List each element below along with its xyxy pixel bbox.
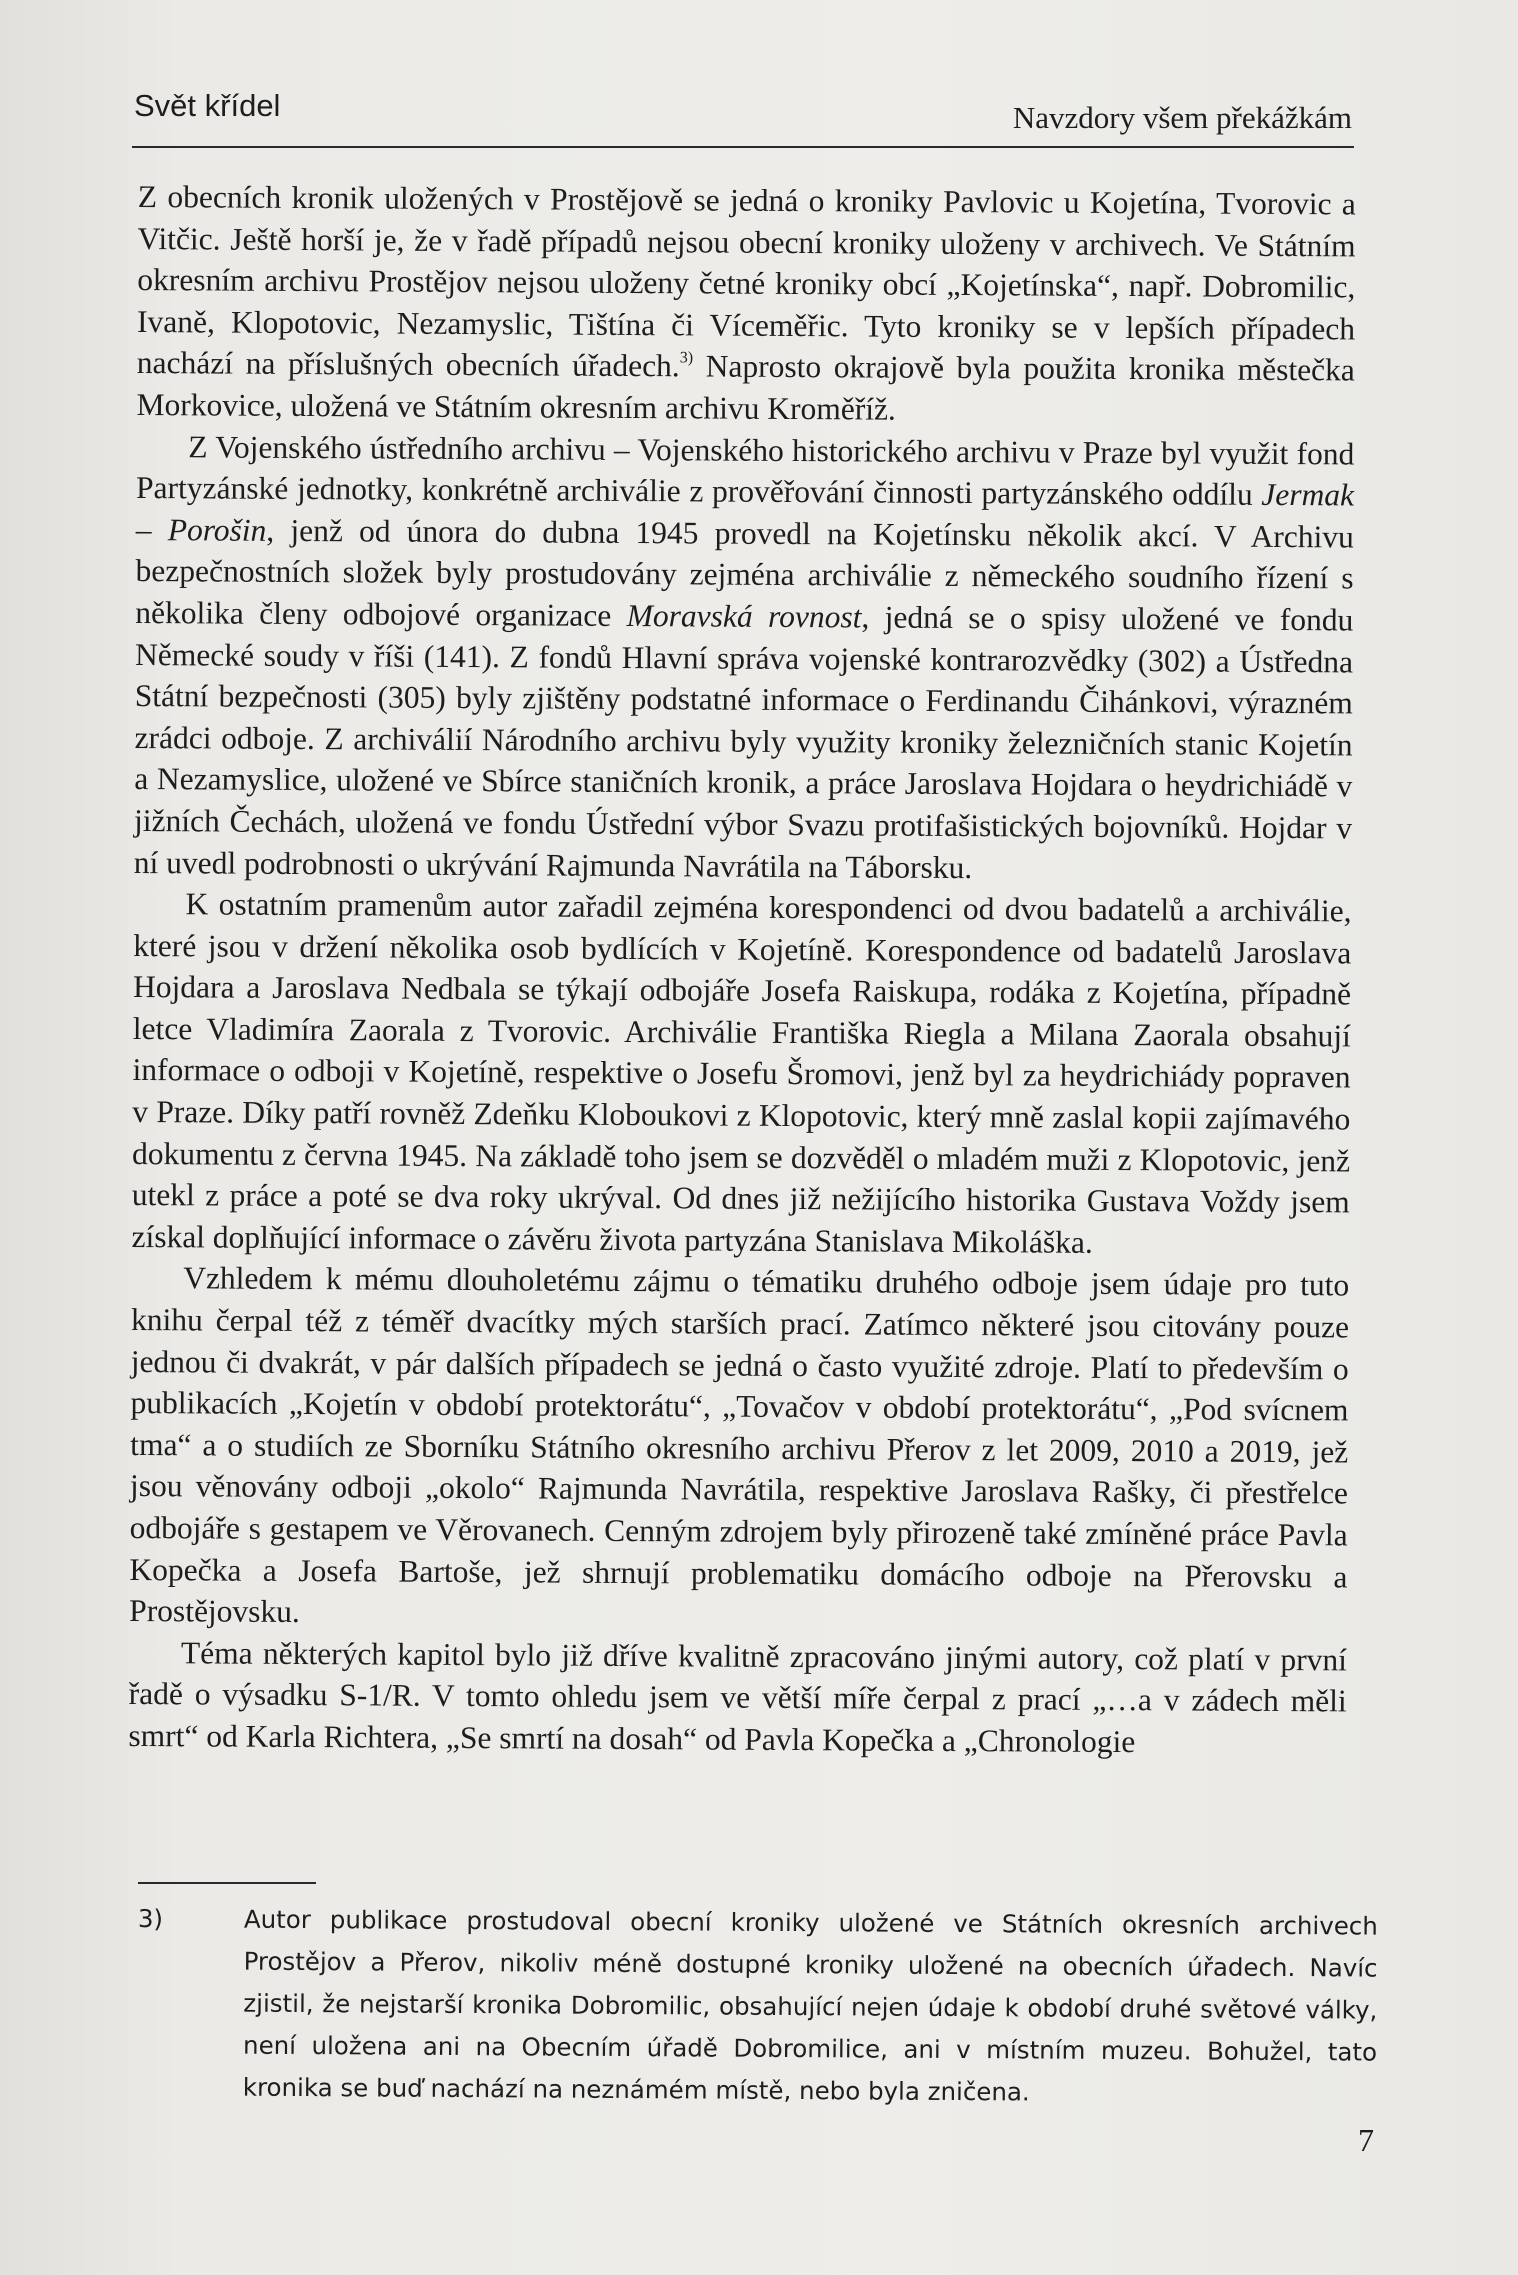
text-run: Naprosto okrajově byla použita kronika městečka Morkovice, uložená ve Státním okresním archivu Kroměříž. <box>136 348 1355 427</box>
italic-title: Moravská rovnost <box>626 597 862 635</box>
paragraph <box>136 176 1356 433</box>
text-run: Vzhledem k mému dlouholetému zájmu o tématiku druhého odboje jsem údaje pro tuto knihu čerpal též z téměř dvacítky mých starších prací. Zatímco některé jsou citovány pouze jednou či dvakrát, v pár dalších případech se jedná o často využité zdroje. Platí to především o publikacích „Kojetín v období protektorátu“, „Tovačov v období protektorátu“, „Pod svícnem tma“ a o studiích ze Sborníku Státního okresního archivu Přerov z let 2009, 2010 a 2019, jež jsou věnovány odboji „okolo“ Rajmunda Navrátila, respektive Jaroslava Rašky, či přestřelce odbojáře s gestapem ve Věrovanech. Cenným zdrojem byly přirozeně také zmíněné práce Pavla Kopečka a Josefa Bartoše, jež shrnují problematiku domácího odboje na Přerovsku a Prostějovsku. <box>129 1260 1350 1630</box>
text-run: Téma některých kapitol bylo již dříve kvalitně zpracováno jinými autory, což platí v první řadě o výsadku S-1/R. V tomto ohledu jsem ve větší míře čerpal z prací „…a v zádech měli smrt“ od Karla Richtera, „Se smrtí na dosah“ od Pavla Kopečka a „Chronologie <box>128 1635 1348 1760</box>
header-chapter-title: Navzdory všem překážkám <box>1012 100 1352 135</box>
footnote-text: Autor publikace prostudoval obecní kroniky uložené ve Státních okresních archivech Prostějov a Přerov, nikoliv méně dostupné kroniky uložené na obecních úřadech. Navíc zjistil, že nejstarší kronika Dobromilic, obsahující nejen údaje k období druhé světové války, není uložena ani na Obecním úřadě Dobromilice, ani v místním muzeu. Bohužel, tato kronika se buď nachází na neznámém místě, nebo byla zničena. <box>242 1904 1378 2107</box>
running-header <box>132 86 1354 148</box>
paragraph <box>129 1257 1349 1639</box>
italic-title: Jermak – Porošin <box>135 477 1355 548</box>
paragraph <box>131 883 1351 1265</box>
footnote-separator <box>138 1882 316 1884</box>
header-book-title: Svět křídel <box>134 88 281 123</box>
paragraph <box>128 1632 1347 1764</box>
text-run: Z Vojenského ústředního archivu – Vojenského historického archivu v Praze byl využit fond Partyzánské jednotky, konkrétně archiválie z prověřování činnosti partyzánského oddílu <box>135 428 1355 513</box>
text-run: , jenž od února do dubna 1945 provedl na Kojetínsku několik akcí. V Archivu bezpečnostních složek byly prostudovány zejména archiválie z německého soudního řízení s několika členy odbojové organizace <box>135 512 1354 633</box>
paragraph <box>134 426 1355 891</box>
body-text <box>128 176 1356 1764</box>
footnote-number: 3) <box>137 1903 164 1934</box>
footnote <box>137 1898 1378 2116</box>
text-run: K ostatním pramenům autor zařadil zejména korespondenci od dvou badatelů a archiválie, které jsou v držení několika osob bydlících v Kojetíně. Korespondence od badatelů Jaroslava Hojdara a Jaroslava Nedbala se týkají odbojáře Josefa Raiskupa, rodáka z Kojetína, případně letce Vladimíra Zaorala z Tvorovic. Archiválie Františka Riegla a Milana Zaorala obsahují informace o odboji v Kojetíně, respektive o Josefu Šromovi, jenž byl za heydrichiády popraven v Praze. Díky patří rovněž Zdeňku Kloboukovi z Klopotovic, který mně zaslal kopii zajímavého dokumentu z června 1945. Na základě toho jsem se dozvěděl o mladém muži z Klopotovic, jenž utekl z práce a poté se dva roky ukrýval. Od dnes již nežijícího historika Gustava Voždy jsem získal doplňující informace o závěru života partyzána Stanislava Mikoláška. <box>131 886 1352 1260</box>
text-run: Z obecních kronik uložených v Prostějově se jedná o kroniky Pavlovic u Kojetína, Tvorovic a Vitčic. Ještě horší je, že v řadě případů nejsou obecní kroniky uloženy v archivech. Ve Státním okresním archivu Prostějov nejsou uloženy četné kroniky obcí „Kojetínska“, např. Dobromilic, Ivaně, Klopotovic, Nezamyslic, Tištína či Víceměřic. Tyto kroniky se v lepších případech nachází na příslušných obecních úřadech. <box>136 178 1356 384</box>
text-run: , jedná se o spisy uložené ve fondu Německé soudy v říši (141). Z fondů Hlavní správa vojenské kontrarozvědky (302) a Ústředna Státní bezpečnosti (305) byly zjištěny podstatné informace o Ferdinandu Čihánkovi, výrazném zrádci odboje. Z archiválií Národního archivu byly využity kroniky železničních stanic Kojetín a Nezamyslice, uložené ve Sbírce staničních kronik, a práce Jaroslava Hojdara o heydrichiádě v jižních Čechách, uložená ve fondu Ústřední výbor Svazu protifašistických bojovníků. Hojdar v ní uvedl podrobnosti o ukrývání Rajmunda Navrátila na Táborsku. <box>133 599 1354 885</box>
footnote-reference: 3) <box>679 349 694 367</box>
page-number: 7 <box>1358 2122 1374 2158</box>
